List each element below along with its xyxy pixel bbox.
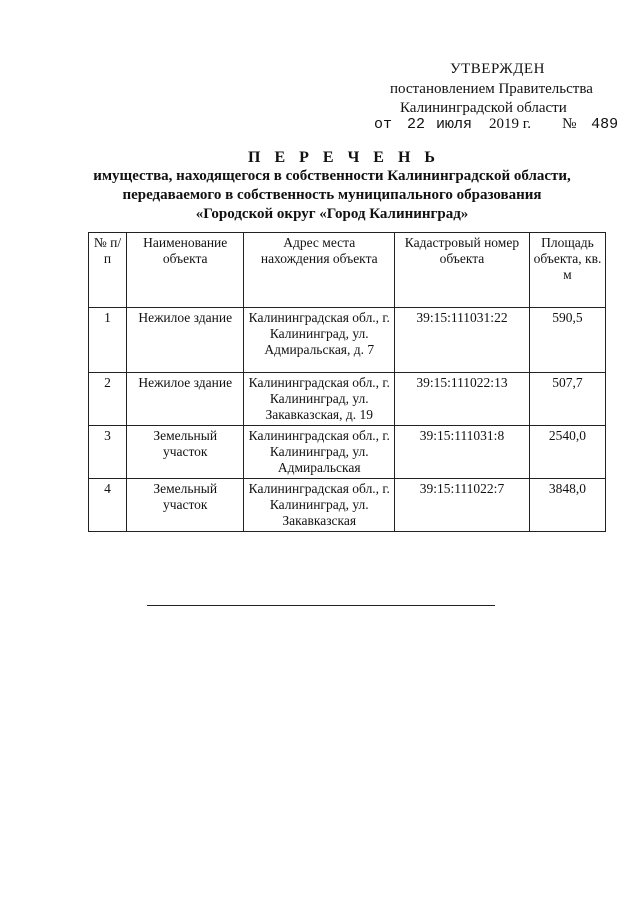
cell-number: 1 xyxy=(89,308,127,373)
cell-number: 3 xyxy=(89,426,127,479)
closing-rule xyxy=(147,605,495,606)
cell-cadastral-number: 39:15:111031:8 xyxy=(395,426,530,479)
date-day: 22 xyxy=(407,116,426,133)
number-label: № xyxy=(562,116,577,132)
cell-object-name: Земельный участок xyxy=(126,479,244,532)
cell-area: 507,7 xyxy=(529,373,605,426)
cell-cadastral-number: 39:15:111022:7 xyxy=(395,479,530,532)
date-year: 2019 г. xyxy=(489,116,532,132)
cell-area: 3848,0 xyxy=(529,479,605,532)
cell-object-name: Нежилое здание xyxy=(126,308,244,373)
cell-object-name: Нежилое здание xyxy=(126,373,244,426)
document-subtitle-line3: «Городской округ «Город Калининград» xyxy=(195,206,469,222)
document-subtitle-line2: передаваемого в собственность муниципального образования xyxy=(122,187,542,203)
header-cadastral-number: Кадастровый номер объекта xyxy=(395,233,530,308)
header-address: Адрес места нахождения объекта xyxy=(244,233,395,308)
cell-address: Калининградская обл., г. Калининград, ул. Адмиральская, д. 7 xyxy=(244,308,395,373)
document-title: П Е Р Е Ч Е Н Ь xyxy=(248,149,440,166)
date-month: июля xyxy=(436,116,473,133)
table-row xyxy=(89,426,606,479)
cell-area: 590,5 xyxy=(529,308,605,373)
approval-authority: постановлением Правительства xyxy=(390,81,593,97)
cell-area: 2540,0 xyxy=(529,426,605,479)
cell-cadastral-number: 39:15:111031:22 xyxy=(395,308,530,373)
cell-address: Калининградская обл., г. Калининград, ул. Закавказская xyxy=(244,479,395,532)
table-header-row xyxy=(89,233,606,308)
table-row xyxy=(89,479,606,532)
cell-number: 4 xyxy=(89,479,127,532)
cell-object-name: Земельный участок xyxy=(126,426,244,479)
approval-title: УТВЕРЖДЕН xyxy=(450,61,545,77)
cell-cadastral-number: 39:15:111022:13 xyxy=(395,373,530,426)
cell-number: 2 xyxy=(89,373,127,426)
table-row xyxy=(89,373,606,426)
document-subtitle-line1: имущества, находящегося в собственности Калининградской области, xyxy=(93,168,571,184)
approval-region: Калининградской области xyxy=(400,100,567,116)
header-area: Площадь объекта, кв. м xyxy=(529,233,605,308)
header-number: № п/п xyxy=(89,233,127,308)
resolution-number: 489 xyxy=(591,116,619,133)
cell-address: Калининградская обл., г. Калининград, ул. Адмиральская xyxy=(244,426,395,479)
header-object-name: Наименование объекта xyxy=(126,233,244,308)
table-row xyxy=(89,308,606,373)
approval-date xyxy=(374,115,618,134)
property-table xyxy=(88,232,606,532)
date-prefix: от xyxy=(374,116,393,133)
cell-address: Калининградская обл., г. Калининград, ул. Закавказская, д. 19 xyxy=(244,373,395,426)
